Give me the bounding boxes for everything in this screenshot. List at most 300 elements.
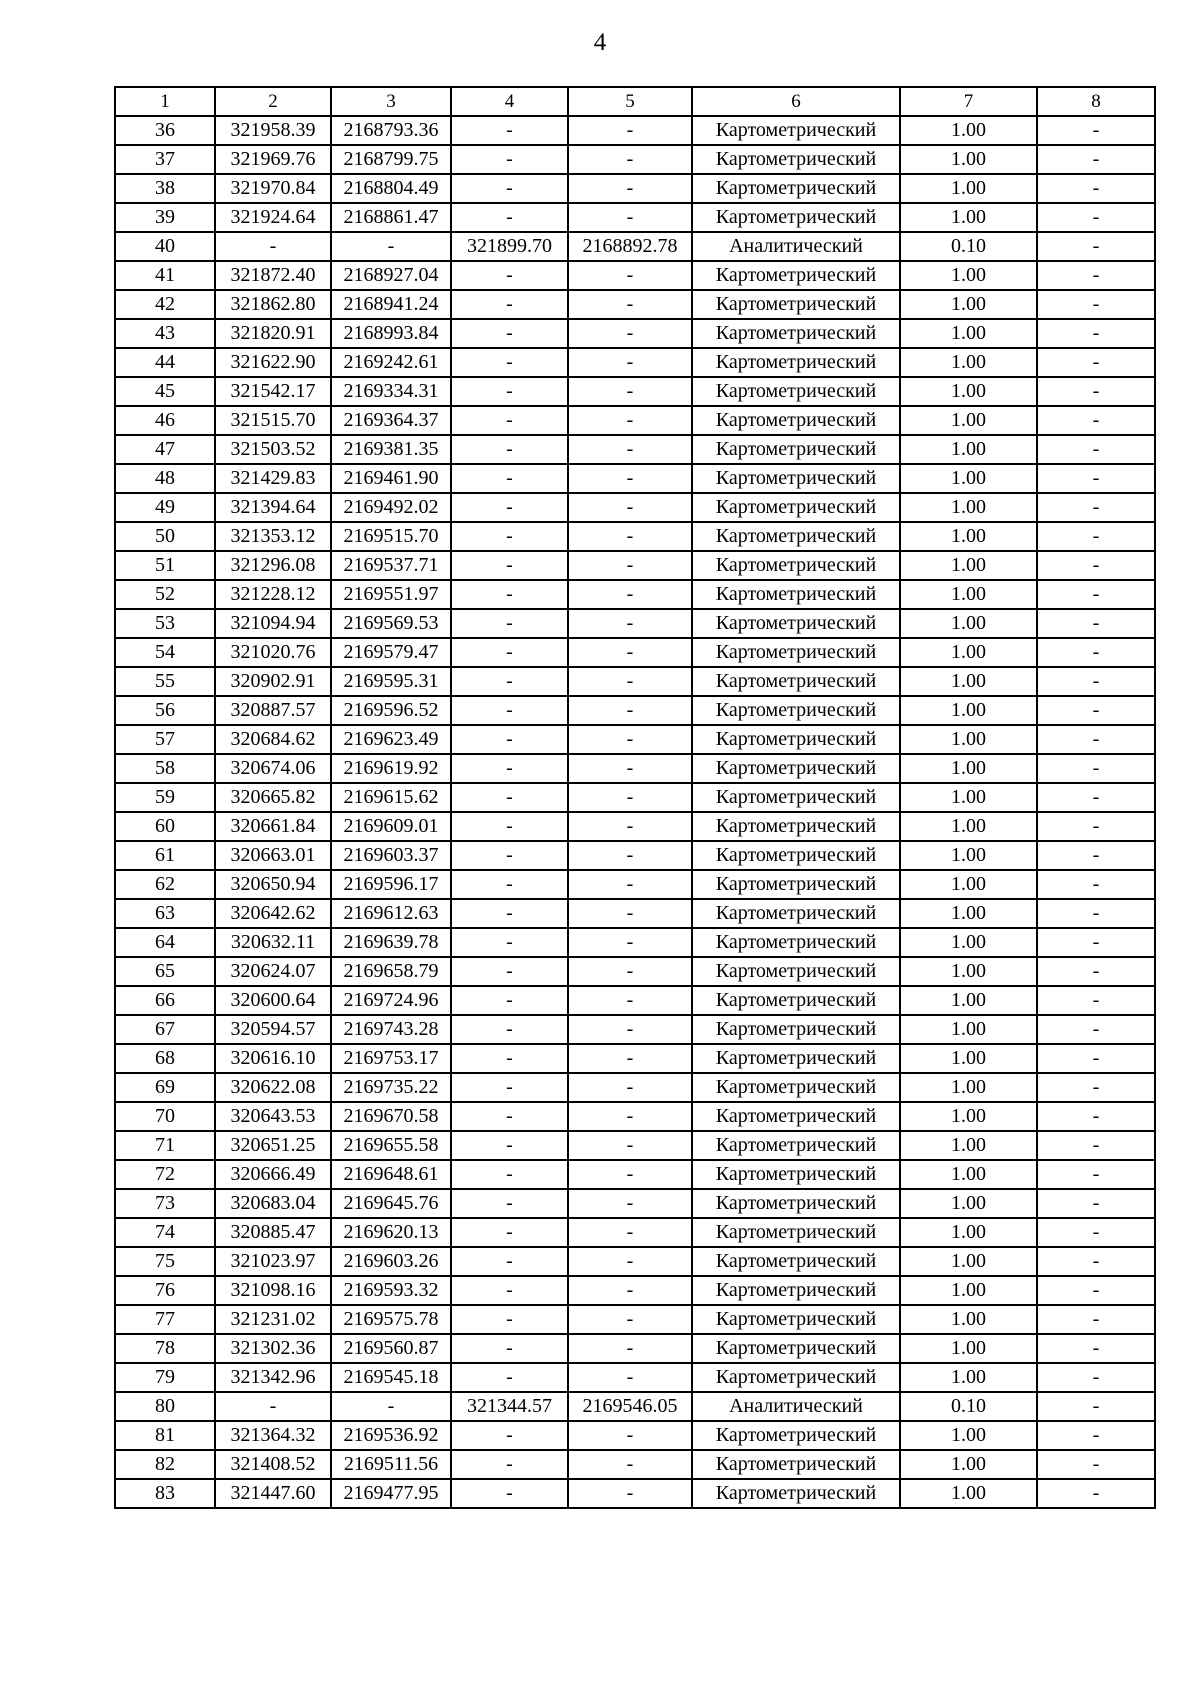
table-row [115,1102,1155,1131]
point-number-cell: 74 [115,1218,215,1247]
x-cell: 321302.36 [215,1334,331,1363]
note-cell: - [1037,1363,1155,1392]
header-cell: 5 [568,87,692,116]
x-alt-cell: - [451,174,568,203]
method-cell: Картометрический [692,261,900,290]
y-alt-cell: - [568,696,692,725]
table-row [115,493,1155,522]
x-cell: 320683.04 [215,1189,331,1218]
y-alt-cell: - [568,812,692,841]
table-row [115,1189,1155,1218]
x-alt-cell: - [451,870,568,899]
note-cell: - [1037,1392,1155,1421]
accuracy-cell: 1.00 [900,1479,1037,1508]
y-alt-cell: - [568,841,692,870]
x-alt-cell: - [451,812,568,841]
y-cell: 2169461.90 [331,464,451,493]
x-alt-cell: - [451,377,568,406]
note-cell: - [1037,1015,1155,1044]
table-row [115,261,1155,290]
note-cell: - [1037,1450,1155,1479]
table-header-row [115,87,1155,116]
table-row [115,290,1155,319]
x-cell: 321364.32 [215,1421,331,1450]
point-number-cell: 59 [115,783,215,812]
point-number-cell: 75 [115,1247,215,1276]
method-cell: Картометрический [692,667,900,696]
method-cell: Картометрический [692,1073,900,1102]
y-alt-cell: - [568,1247,692,1276]
y-cell: 2169551.97 [331,580,451,609]
accuracy-cell: 1.00 [900,580,1037,609]
y-cell: 2169515.70 [331,522,451,551]
x-cell: 321394.64 [215,493,331,522]
table-row [115,754,1155,783]
x-cell: 321622.90 [215,348,331,377]
x-alt-cell: - [451,261,568,290]
x-cell: 321020.76 [215,638,331,667]
table-row [115,841,1155,870]
table-row [115,522,1155,551]
x-alt-cell: - [451,145,568,174]
note-cell: - [1037,667,1155,696]
y-alt-cell: - [568,174,692,203]
accuracy-cell: 1.00 [900,1450,1037,1479]
y-cell: 2169242.61 [331,348,451,377]
point-number-cell: 76 [115,1276,215,1305]
point-number-cell: 65 [115,957,215,986]
x-cell: 321094.94 [215,609,331,638]
y-cell: 2169596.17 [331,870,451,899]
x-cell: 321542.17 [215,377,331,406]
x-alt-cell: - [451,1044,568,1073]
method-cell: Картометрический [692,1421,900,1450]
x-alt-cell: - [451,783,568,812]
method-cell: Картометрический [692,551,900,580]
note-cell: - [1037,754,1155,783]
note-cell: - [1037,116,1155,145]
note-cell: - [1037,348,1155,377]
accuracy-cell: 1.00 [900,870,1037,899]
accuracy-cell: 1.00 [900,261,1037,290]
note-cell: - [1037,290,1155,319]
method-cell: Картометрический [692,1305,900,1334]
note-cell: - [1037,319,1155,348]
y-cell: 2169569.53 [331,609,451,638]
x-alt-cell: - [451,522,568,551]
note-cell: - [1037,1044,1155,1073]
x-alt-cell: - [451,1363,568,1392]
y-alt-cell: - [568,464,692,493]
x-cell: 321820.91 [215,319,331,348]
y-alt-cell: - [568,1479,692,1508]
method-cell: Картометрический [692,522,900,551]
note-cell: - [1037,145,1155,174]
x-cell: 320616.10 [215,1044,331,1073]
table-row [115,377,1155,406]
header-cell: 3 [331,87,451,116]
x-cell: 320674.06 [215,754,331,783]
accuracy-cell: 1.00 [900,203,1037,232]
accuracy-cell: 1.00 [900,725,1037,754]
table-row [115,1044,1155,1073]
point-number-cell: 49 [115,493,215,522]
y-alt-cell: - [568,435,692,464]
y-cell: 2169645.76 [331,1189,451,1218]
method-cell: Картометрический [692,1363,900,1392]
table-row [115,957,1155,986]
table-row [115,348,1155,377]
table-row [115,899,1155,928]
x-cell: 320902.91 [215,667,331,696]
header-cell: 7 [900,87,1037,116]
accuracy-cell: 1.00 [900,638,1037,667]
point-number-cell: 54 [115,638,215,667]
x-cell: 321296.08 [215,551,331,580]
method-cell: Картометрический [692,609,900,638]
x-cell: 321228.12 [215,580,331,609]
point-number-cell: 43 [115,319,215,348]
note-cell: - [1037,638,1155,667]
table-body [115,116,1155,1508]
x-alt-cell: - [451,464,568,493]
x-cell: 320651.25 [215,1131,331,1160]
y-alt-cell: - [568,1131,692,1160]
y-alt-cell: - [568,1015,692,1044]
method-cell: Картометрический [692,1102,900,1131]
x-alt-cell: - [451,435,568,464]
y-alt-cell: - [568,580,692,609]
point-number-cell: 45 [115,377,215,406]
point-number-cell: 46 [115,406,215,435]
table-row [115,1392,1155,1421]
x-alt-cell: 321899.70 [451,232,568,261]
note-cell: - [1037,551,1155,580]
note-cell: - [1037,1131,1155,1160]
method-cell: Картометрический [692,348,900,377]
x-alt-cell: - [451,1276,568,1305]
method-cell: Картометрический [692,1189,900,1218]
note-cell: - [1037,783,1155,812]
header-cell: 8 [1037,87,1155,116]
y-cell: 2169381.35 [331,435,451,464]
method-cell: Картометрический [692,116,900,145]
x-cell: 320666.49 [215,1160,331,1189]
method-cell: Картометрический [692,754,900,783]
accuracy-cell: 1.00 [900,290,1037,319]
accuracy-cell: 1.00 [900,493,1037,522]
x-alt-cell: - [451,1479,568,1508]
x-alt-cell: - [451,1450,568,1479]
note-cell: - [1037,899,1155,928]
x-alt-cell: - [451,725,568,754]
x-alt-cell: - [451,1131,568,1160]
method-cell: Картометрический [692,493,900,522]
y-alt-cell: - [568,1044,692,1073]
point-number-cell: 51 [115,551,215,580]
point-number-cell: 36 [115,116,215,145]
page-number: 4 [593,29,607,56]
point-number-cell: 69 [115,1073,215,1102]
table-row [115,812,1155,841]
point-number-cell: 42 [115,290,215,319]
method-cell: Картометрический [692,1218,900,1247]
x-cell: 321098.16 [215,1276,331,1305]
table-row [115,1131,1155,1160]
accuracy-cell: 1.00 [900,957,1037,986]
accuracy-cell: 1.00 [900,609,1037,638]
x-cell: 321231.02 [215,1305,331,1334]
y-alt-cell: 2168892.78 [568,232,692,261]
y-alt-cell: - [568,1421,692,1450]
accuracy-cell: 1.00 [900,348,1037,377]
y-cell: 2169545.18 [331,1363,451,1392]
y-cell: 2169620.13 [331,1218,451,1247]
y-alt-cell: - [568,957,692,986]
y-cell: 2169593.32 [331,1276,451,1305]
x-alt-cell: - [451,696,568,725]
y-cell: 2169511.56 [331,1450,451,1479]
accuracy-cell: 1.00 [900,1247,1037,1276]
table-row [115,1363,1155,1392]
note-cell: - [1037,493,1155,522]
y-cell: 2169575.78 [331,1305,451,1334]
accuracy-cell: 1.00 [900,812,1037,841]
note-cell: - [1037,580,1155,609]
x-alt-cell: - [451,928,568,957]
accuracy-cell: 1.00 [900,1073,1037,1102]
y-cell: 2169609.01 [331,812,451,841]
x-alt-cell: - [451,899,568,928]
accuracy-cell: 1.00 [900,1044,1037,1073]
accuracy-cell: 1.00 [900,1189,1037,1218]
x-cell: 321429.83 [215,464,331,493]
y-cell: 2169670.58 [331,1102,451,1131]
table-row [115,1450,1155,1479]
method-cell: Картометрический [692,1044,900,1073]
y-cell: 2169619.92 [331,754,451,783]
method-cell: Картометрический [692,638,900,667]
y-alt-cell: - [568,116,692,145]
method-cell: Картометрический [692,1247,900,1276]
accuracy-cell: 1.00 [900,899,1037,928]
x-cell: 321342.96 [215,1363,331,1392]
accuracy-cell: 1.00 [900,1276,1037,1305]
method-cell: Аналитический [692,1392,900,1421]
method-cell: Картометрический [692,696,900,725]
y-alt-cell: - [568,1160,692,1189]
method-cell: Картометрический [692,986,900,1015]
y-alt-cell: - [568,928,692,957]
method-cell: Картометрический [692,1160,900,1189]
accuracy-cell: 1.00 [900,116,1037,145]
method-cell: Картометрический [692,290,900,319]
y-cell: 2169477.95 [331,1479,451,1508]
y-cell: 2169639.78 [331,928,451,957]
method-cell: Картометрический [692,725,900,754]
table-row [115,116,1155,145]
table-row [115,638,1155,667]
note-cell: - [1037,435,1155,464]
point-number-cell: 53 [115,609,215,638]
header-cell: 2 [215,87,331,116]
x-alt-cell: - [451,1102,568,1131]
accuracy-cell: 1.00 [900,1218,1037,1247]
x-alt-cell: - [451,754,568,783]
y-alt-cell: - [568,609,692,638]
x-alt-cell: - [451,1247,568,1276]
y-cell: 2168799.75 [331,145,451,174]
y-alt-cell: - [568,899,692,928]
y-cell: 2169334.31 [331,377,451,406]
x-cell: 320885.47 [215,1218,331,1247]
y-cell: 2168793.36 [331,116,451,145]
y-alt-cell: - [568,1334,692,1363]
y-alt-cell: - [568,493,692,522]
accuracy-cell: 1.00 [900,551,1037,580]
point-number-cell: 81 [115,1421,215,1450]
y-alt-cell: - [568,725,692,754]
y-alt-cell: - [568,1189,692,1218]
table-row [115,435,1155,464]
note-cell: - [1037,203,1155,232]
x-cell: 321924.64 [215,203,331,232]
x-cell: 320642.62 [215,899,331,928]
x-alt-cell: - [451,203,568,232]
y-cell: 2168927.04 [331,261,451,290]
method-cell: Картометрический [692,464,900,493]
x-cell: 320624.07 [215,957,331,986]
y-alt-cell: - [568,1218,692,1247]
table-row [115,1015,1155,1044]
table-row [115,174,1155,203]
method-cell: Картометрический [692,406,900,435]
x-cell: 320663.01 [215,841,331,870]
x-alt-cell: - [451,667,568,696]
point-number-cell: 72 [115,1160,215,1189]
x-alt-cell: - [451,348,568,377]
x-cell: 321353.12 [215,522,331,551]
note-cell: - [1037,522,1155,551]
y-alt-cell: - [568,1102,692,1131]
point-number-cell: 62 [115,870,215,899]
point-number-cell: 38 [115,174,215,203]
note-cell: - [1037,1102,1155,1131]
method-cell: Картометрический [692,1015,900,1044]
y-alt-cell: - [568,203,692,232]
note-cell: - [1037,1218,1155,1247]
note-cell: - [1037,1334,1155,1363]
table-row [115,319,1155,348]
y-cell: 2169595.31 [331,667,451,696]
method-cell: Картометрический [692,899,900,928]
y-cell: 2169537.71 [331,551,451,580]
point-number-cell: 40 [115,232,215,261]
y-alt-cell: - [568,783,692,812]
accuracy-cell: 1.00 [900,1102,1037,1131]
method-cell: Картометрический [692,870,900,899]
method-cell: Картометрический [692,174,900,203]
y-cell: 2168804.49 [331,174,451,203]
y-alt-cell: - [568,406,692,435]
table-row [115,1160,1155,1189]
y-alt-cell: - [568,667,692,696]
point-number-cell: 41 [115,261,215,290]
y-alt-cell: - [568,1363,692,1392]
x-cell: 321447.60 [215,1479,331,1508]
note-cell: - [1037,464,1155,493]
method-cell: Картометрический [692,435,900,464]
x-alt-cell: - [451,290,568,319]
x-alt-cell: - [451,551,568,580]
point-number-cell: 47 [115,435,215,464]
method-cell: Картометрический [692,1479,900,1508]
accuracy-cell: 0.10 [900,232,1037,261]
y-cell: 2169724.96 [331,986,451,1015]
x-cell: 320887.57 [215,696,331,725]
x-alt-cell: - [451,1305,568,1334]
point-number-cell: 50 [115,522,215,551]
accuracy-cell: 1.00 [900,174,1037,203]
point-number-cell: 77 [115,1305,215,1334]
point-number-cell: 63 [115,899,215,928]
x-cell: 320665.82 [215,783,331,812]
x-cell: 321503.52 [215,435,331,464]
table-row [115,1247,1155,1276]
x-alt-cell: - [451,986,568,1015]
header-cell: 4 [451,87,568,116]
x-cell: 320661.84 [215,812,331,841]
x-cell: 321862.80 [215,290,331,319]
point-number-cell: 61 [115,841,215,870]
y-alt-cell: - [568,319,692,348]
point-number-cell: 55 [115,667,215,696]
x-alt-cell: - [451,957,568,986]
point-number-cell: 58 [115,754,215,783]
y-alt-cell: - [568,377,692,406]
point-number-cell: 82 [115,1450,215,1479]
y-alt-cell: - [568,290,692,319]
table-row [115,609,1155,638]
y-alt-cell: - [568,870,692,899]
x-alt-cell: - [451,1334,568,1363]
x-cell: 320600.64 [215,986,331,1015]
y-cell: 2169735.22 [331,1073,451,1102]
point-number-cell: 57 [115,725,215,754]
x-alt-cell: - [451,493,568,522]
table-row [115,1334,1155,1363]
x-cell: 321023.97 [215,1247,331,1276]
note-cell: - [1037,1189,1155,1218]
x-alt-cell: - [451,580,568,609]
note-cell: - [1037,870,1155,899]
header-cell: 6 [692,87,900,116]
accuracy-cell: 1.00 [900,1160,1037,1189]
point-number-cell: 79 [115,1363,215,1392]
method-cell: Картометрический [692,1334,900,1363]
x-cell: 321958.39 [215,116,331,145]
x-alt-cell: - [451,1218,568,1247]
note-cell: - [1037,609,1155,638]
accuracy-cell: 1.00 [900,522,1037,551]
x-cell: 320594.57 [215,1015,331,1044]
x-alt-cell: - [451,638,568,667]
y-alt-cell: - [568,1305,692,1334]
accuracy-cell: 1.00 [900,464,1037,493]
note-cell: - [1037,1073,1155,1102]
note-cell: - [1037,957,1155,986]
y-alt-cell: - [568,986,692,1015]
